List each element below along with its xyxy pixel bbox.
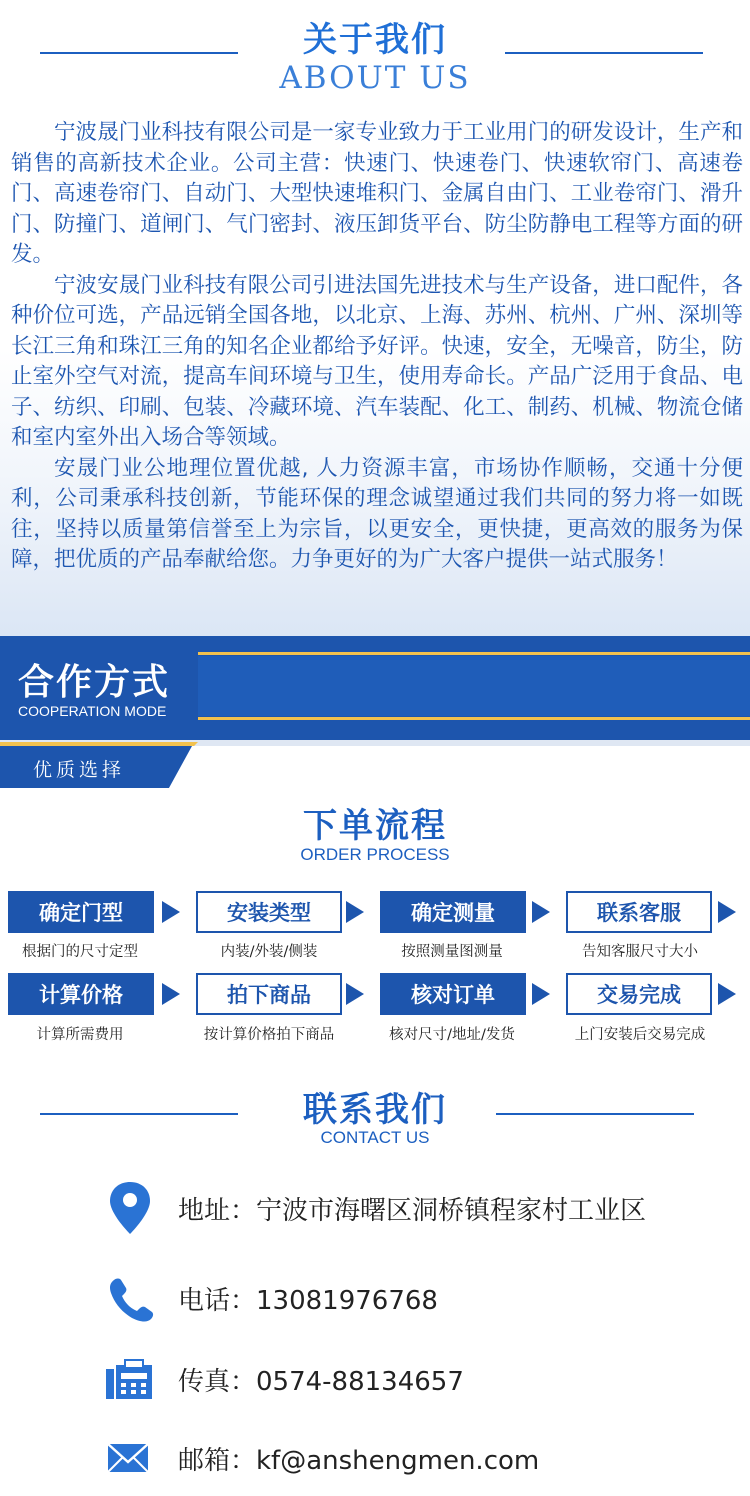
step-description: 按照测量图测量 (401, 944, 503, 960)
about-paragraph: 宁波晟门业科技有限公司是一家专业致力于工业用门的研发设计，生产和销售的高新技术企业。公司主营：快速门、快速卷门、快速软帘门、高速卷门、高速卷帘门、自动门、大型快速堆积门、金属自由门、工业卷帘门、滑升门、防撞门、道闸门、气门密封、液压卸货平台、防尘防静电工程等方面的研发。 (11, 120, 743, 267)
step-install-type: 安装类型 (196, 891, 342, 933)
order-subtitle: ORDER PROCESS (300, 845, 450, 864)
tag-accent-edge (0, 742, 198, 746)
about-title: 关于我们 (303, 20, 447, 60)
contact-phone-row (106, 1274, 726, 1324)
cooperation-title: 合作方式 (18, 662, 171, 703)
step-calculate-price: 计算价格 (8, 973, 154, 1015)
order-title: 下单流程 (303, 806, 447, 846)
step-description: 上门安装后交易完成 (574, 1027, 706, 1043)
step-description: 根据门的尺寸定型 (22, 944, 138, 960)
contact-subtitle: CONTACT US (320, 1128, 430, 1147)
arrow-right-icon (718, 983, 736, 1005)
phone-icon (106, 1274, 154, 1324)
quality-tag-label: 优质选择 (33, 759, 126, 781)
step-transaction-complete: 交易完成 (566, 973, 712, 1015)
step-description: 告知客服尺寸大小 (582, 944, 698, 960)
arrow-right-icon (162, 901, 180, 923)
arrow-right-icon (532, 983, 550, 1005)
arrow-right-icon (162, 983, 180, 1005)
contact-phone: 电话：13081976768 (178, 1286, 438, 1316)
contact-fax: 传真：0574-88134657 (178, 1367, 464, 1397)
contact-title: 联系我们 (303, 1090, 447, 1130)
banner-inner-bar (198, 656, 750, 716)
step-description: 内装/外装/侧装 (220, 944, 318, 960)
location-pin-icon (106, 1180, 154, 1230)
contact-fax-row (106, 1355, 726, 1405)
contact-email-row (106, 1434, 726, 1484)
step-description: 计算所需费用 (36, 1027, 124, 1043)
fax-icon (106, 1355, 154, 1405)
step-place-order: 拍下商品 (196, 973, 342, 1015)
mail-icon (106, 1434, 154, 1484)
arrow-right-icon (718, 901, 736, 923)
step-description: 核对尺寸/地址/发货 (389, 1027, 515, 1043)
about-body (11, 118, 743, 576)
step-confirm-door-type: 确定门型 (8, 891, 154, 933)
accent-stripe (198, 652, 750, 655)
step-verify-order: 核对订单 (380, 973, 526, 1015)
arrow-right-icon (346, 901, 364, 923)
about-paragraph: 宁波安晟门业科技有限公司引进法国先进技术与生产设备，进口配件，各种价位可选，产品远销全国各地，以北京、上海、苏州、杭州、广州、深圳等长江三角和珠江三角的知名企业都给予好评。快速，安全，无噪音，防尘，防止室外空气对流，提高车间环境与卫生，使用寿命长。产品广泛用于食品、电子、纺织、印刷、包装、冷藏环境、汽车装配、化工、制药、机械、物流仓储和室内室外出入场合等领域。 (11, 272, 743, 450)
about-section (0, 0, 750, 636)
cooperation-banner (0, 636, 750, 788)
accent-stripe (198, 717, 750, 720)
arrow-right-icon (532, 901, 550, 923)
step-contact-service: 联系客服 (566, 891, 712, 933)
contact-email: 邮箱：kf@anshengmen.com (178, 1446, 540, 1476)
contact-address-row (106, 1180, 726, 1236)
step-confirm-measure: 确定测量 (380, 891, 526, 933)
contact-address: 地址：宁波市海曙区洞桥镇程家村工业区 (178, 1196, 647, 1226)
about-paragraph: 安晟门业公地理位置优越, 人力资源丰富，市场协作顺畅，交通十分便利，公司秉承科技创新，节能环保的理念诚望通过我们共同的努力将一如既往，坚持以质量第信誉至上为宗旨，以更安全，更快捷，更高效的服务为保障，把优质的产品奉献给您。力争更好的为广大客户提供一站式服务！ (11, 455, 743, 572)
arrow-right-icon (346, 983, 364, 1005)
cooperation-subtitle: COOPERATION MODE (18, 703, 167, 719)
about-subtitle: ABOUT US (279, 60, 471, 96)
step-description: 按计算价格拍下商品 (203, 1027, 335, 1043)
